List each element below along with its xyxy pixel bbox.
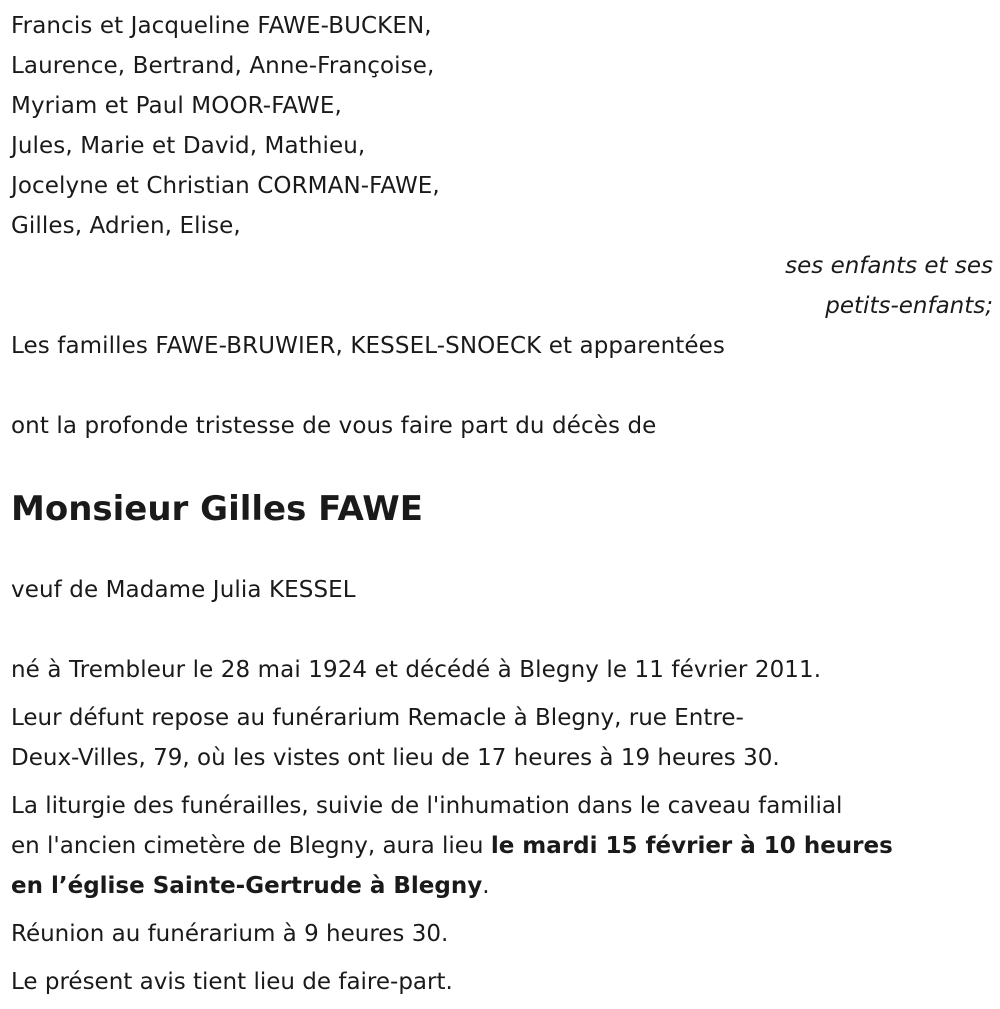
repose-line: Leur défunt repose au funérarium Remacle à Blegny, rue Entre- (11, 705, 744, 731)
liturgy-line (11, 826, 991, 866)
announcement-text: ont la profonde tristesse de vous faire part du décès de (11, 413, 657, 439)
family-line: Laurence, Bertrand, Anne-Françoise, (11, 53, 435, 79)
extended-families: Les familles FAWE-BRUWIER, KESSEL-SNOECK et apparentées (11, 333, 725, 359)
funeral-location: en l’église Sainte-Gertrude à Blegny (11, 873, 483, 899)
liturgy-line (11, 866, 991, 906)
birth-death-text: né à Trembleur le 28 mai 1924 et décédé à Blegny le 11 février 2011. (11, 657, 822, 683)
family-role-line: petits-enfants; (825, 293, 993, 319)
liturgy-period: . (482, 873, 490, 899)
family-role-line: ses enfants et ses (785, 253, 993, 279)
liturgy-text: en l'ancien cimetère de Blegny, aura lieu (11, 833, 491, 859)
notice-paragraph (11, 962, 991, 1002)
family-list (11, 0, 991, 326)
notice-text: Le présent avis tient lieu de faire-part. (11, 969, 453, 995)
family-line: Gilles, Adrien, Elise, (11, 213, 241, 239)
funeral-date-time: le mardi 15 février à 10 heures (490, 833, 893, 859)
repose-paragraph (11, 698, 991, 778)
deceased-name: Monsieur Gilles FAWE (11, 489, 424, 529)
liturgy-paragraph (11, 786, 991, 906)
obituary-notice (11, 0, 991, 1002)
family-line: Jules, Marie et David, Mathieu, (11, 133, 366, 159)
family-line: Myriam et Paul MOOR-FAWE, (11, 93, 342, 119)
family-line: Jocelyne et Christian CORMAN-FAWE, (11, 173, 440, 199)
meeting-text: Réunion au funérarium à 9 heures 30. (11, 921, 449, 947)
widow-of-text: veuf de Madame Julia KESSEL (11, 577, 356, 603)
meeting-paragraph (11, 914, 991, 954)
liturgy-line: La liturgie des funérailles, suivie de l'inhumation dans le caveau familial (11, 793, 843, 819)
repose-line: Deux-Villes, 79, où les vistes ont lieu de 17 heures à 19 heures 30. (11, 745, 780, 771)
family-line: Francis et Jacqueline FAWE-BUCKEN, (11, 13, 432, 39)
